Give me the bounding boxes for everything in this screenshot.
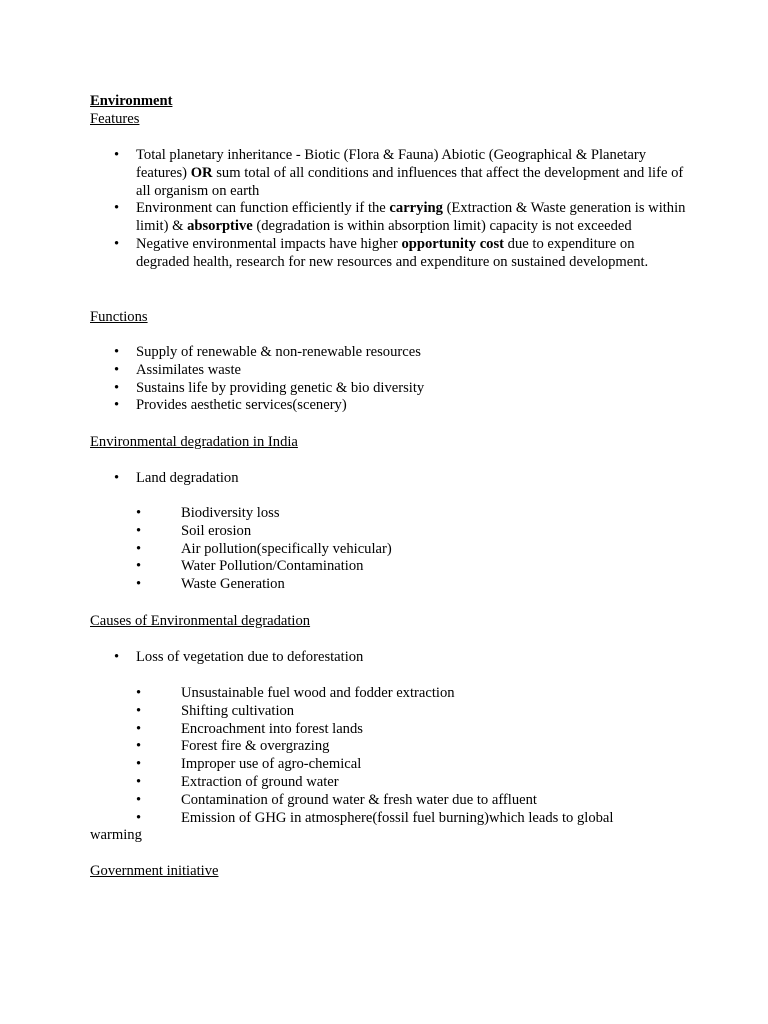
list-item: • Sustains life by providing genetic & bio diversity [90, 380, 690, 398]
list-item: • Loss of vegetation due to deforestation [90, 649, 690, 667]
list-item: • Air pollution(specifically vehicular) [90, 541, 690, 559]
list-item: • Negative environmental impacts have higher opportunity cost due to expenditure on degraded health, research for new resources and expenditure on sustained development. [90, 236, 690, 272]
bullet-icon: • [136, 809, 142, 826]
degradation-heading: Environmental degradation in India [90, 434, 298, 450]
list-item: • Unsustainable fuel wood and fodder extraction [90, 685, 690, 703]
list-item: • Improper use of agro-chemical [90, 756, 690, 774]
list-item: • Encroachment into forest lands [90, 721, 690, 739]
list-item: • Emission of GHG in atmosphere(fossil fuel burning)which leads to global warming [90, 809, 614, 844]
features-heading: Features [90, 111, 140, 127]
list-item: • Total planetary inheritance - Biotic (Flora & Fauna) Abiotic (Geographical & Planetary features) OR sum total of all conditions and influences that affect the development and life of all organism on earth [90, 147, 690, 200]
list-item: • Supply of renewable & non-renewable resources [90, 344, 690, 362]
list-item: • Assimilates waste [90, 362, 690, 380]
document-title: Environment [90, 93, 173, 109]
list-item: • Waste Generation [90, 576, 690, 594]
causes-sub-list [90, 685, 690, 845]
features-list [90, 147, 690, 272]
causes-main-list [90, 649, 690, 667]
functions-heading: Functions [90, 309, 148, 325]
degradation-main-list [90, 470, 690, 488]
list-item: • Provides aesthetic services(scenery) [90, 397, 690, 415]
list-item: • Water Pollution/Contamination [90, 558, 690, 576]
government-heading: Government initiative [90, 863, 219, 879]
functions-list [90, 344, 690, 415]
list-item: • Environment can function efficiently if the carrying (Extraction & Waste generation is within limit) & absorptive (degradation is within absorption limit) capacity is not exceeded [90, 200, 690, 236]
degradation-sub-list [90, 505, 690, 594]
list-item: • Biodiversity loss [90, 505, 690, 523]
list-item: • Land degradation [90, 470, 690, 488]
list-item: • Soil erosion [90, 523, 690, 541]
causes-heading: Causes of Environmental degradation [90, 613, 311, 629]
list-item: • Shifting cultivation [90, 703, 690, 721]
list-item: • Contamination of ground water & fresh water due to affluent [90, 792, 690, 810]
list-item: • Extraction of ground water [90, 774, 690, 792]
list-item: • Forest fire & overgrazing [90, 738, 690, 756]
